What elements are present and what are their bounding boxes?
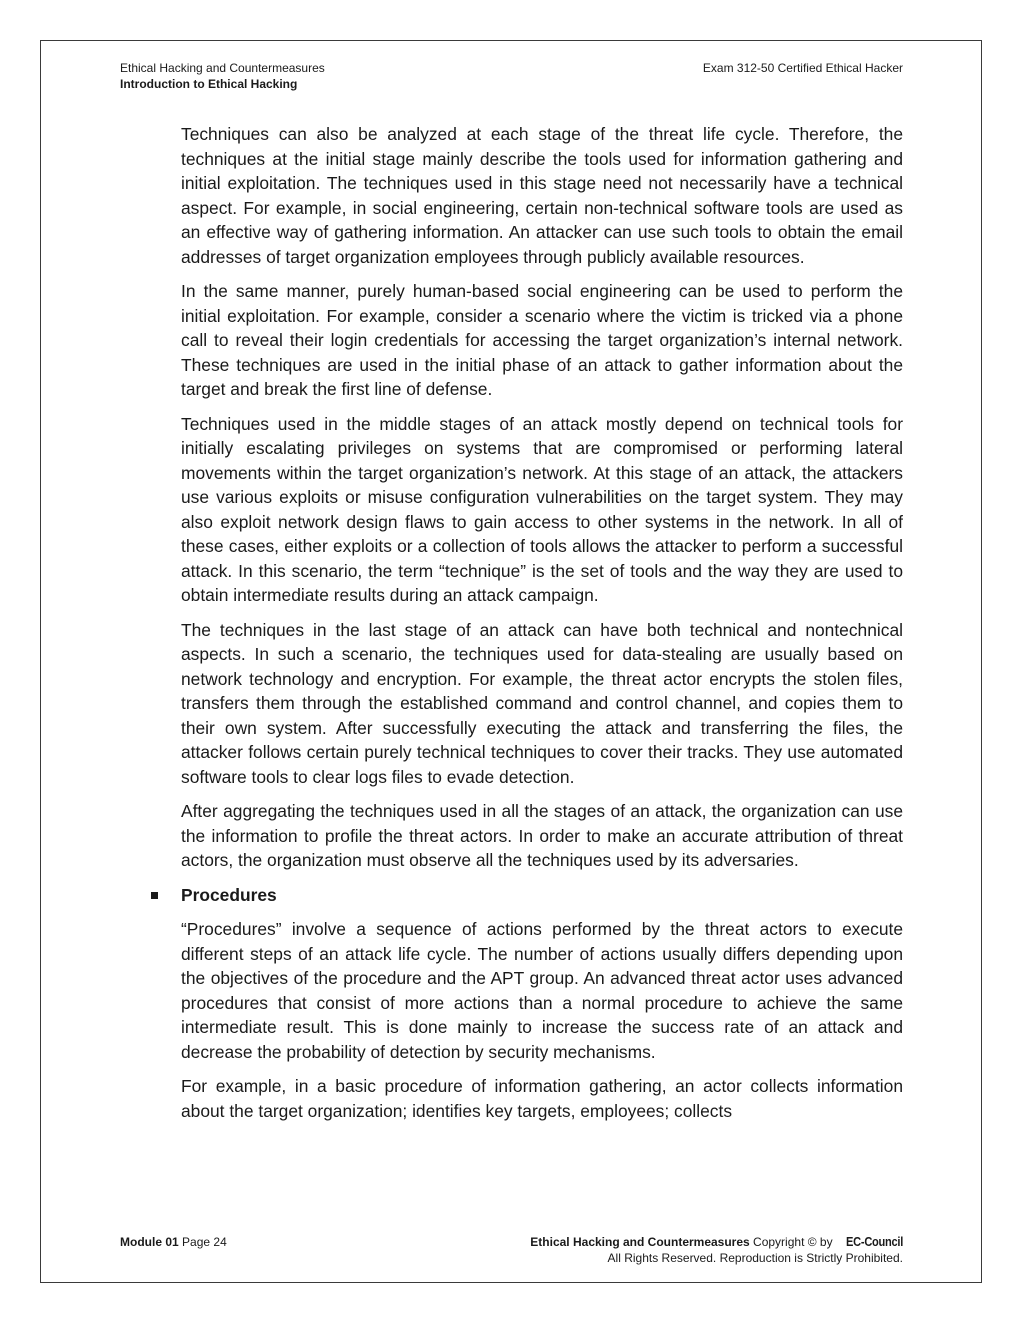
paragraph-6: “Procedures” involve a sequence of actions performed by the threat actors to execute different steps of an attack life cycle. The number of actions usually differs depending upon the objectives of the procedure and the APT group. An advanced threat actor uses advanced procedures that consist of more actions than a normal procedure to achieve the same intermediate result. This is done mainly to increase the success rate of an attack and decrease the probability of detection by security mechanisms. (181, 919, 903, 1062)
paragraph-5: After aggregating the techniques used in all the stages of an attack, the organization can use the information to profile the threat actors. In order to make an accurate attribution of threat actors, the organization must observe all the techniques used by its adversaries. (181, 801, 903, 870)
paragraph-1: Techniques can also be analyzed at each stage of the threat life cycle. Therefore, the techniques at the initial stage mainly describe the tools used for information gathering and initial exploitation. The techniques used in this stage need not necessarily have a technical aspect. For example, in social engineering, certain non-technical software tools are used as an effective way of gathering information. An attacker can use such tools to obtain the email addresses of target organization employees through publicly available resources. (181, 124, 903, 267)
header-exam-title: Exam 312-50 Certified Ethical Hacker (702, 61, 903, 75)
footer-rights: All Rights Reserved. Reproduction is Strictly Prohibited. (607, 1251, 903, 1265)
footer-right (530, 1234, 903, 1266)
bullet-heading: Procedures (181, 884, 277, 905)
footer-page: Page 24 (182, 1235, 227, 1249)
footer-left (120, 1234, 227, 1250)
paragraph-4: The techniques in the last stage of an attack can have both technical and nontechnical aspects. In such a scenario, the techniques used for data-stealing are usually based on network technology and encryption. For example, the threat actor encrypts the stolen files, transfers them through the established command and control channel, and copies them to their own system. After successfully executing the attack and transferring the files, the attacker follows certain purely technical techniques to cover their tracks. They use automated software tools to clear logs files to evade detection. (181, 619, 903, 787)
square-bullet-icon (151, 892, 158, 899)
footer-course: Ethical Hacking and Countermeasures (530, 1235, 750, 1249)
header-left (120, 60, 325, 92)
header-module-title: Introduction to Ethical Hacking (120, 77, 298, 91)
paragraph-2: In the same manner, purely human-based social engineering can be used to perform the initial exploitation. For example, consider a scenario where the victim is tricked via a phone call to reveal their login credentials for accessing the target organization’s internal network. These techniques are used in the initial phase of an attack to gather information about the target and break the first line of defense. (181, 281, 903, 399)
footer-module: Module 01 (120, 1235, 179, 1249)
ec-council-logo: EC-Council (845, 1234, 903, 1249)
header-course-title: Ethical Hacking and Countermeasures (120, 61, 325, 75)
bullet-procedures (181, 883, 903, 908)
footer-copyright: Copyright © by (753, 1235, 833, 1249)
paragraph-7: For example, in a basic procedure of information gathering, an actor collects information about the target organization; identifies key targets, employees; collects (181, 1076, 903, 1121)
page-body (181, 122, 903, 1133)
paragraph-3: Techniques used in the middle stages of an attack mostly depend on technical tools for initially escalating privileges on systems that are compromised or performing lateral movements within the target organization’s network. At this stage of an attack, the attackers use various exploits or misuse configuration vulnerabilities on the target system. They may also exploit network design flaws to gain access to other systems in the network. In all of these cases, either exploits or a collection of tools allows the attacker to perform a successful attack. In this scenario, the term “technique” is the set of tools and the way they are used to obtain intermediate results during an attack campaign. (181, 413, 903, 605)
